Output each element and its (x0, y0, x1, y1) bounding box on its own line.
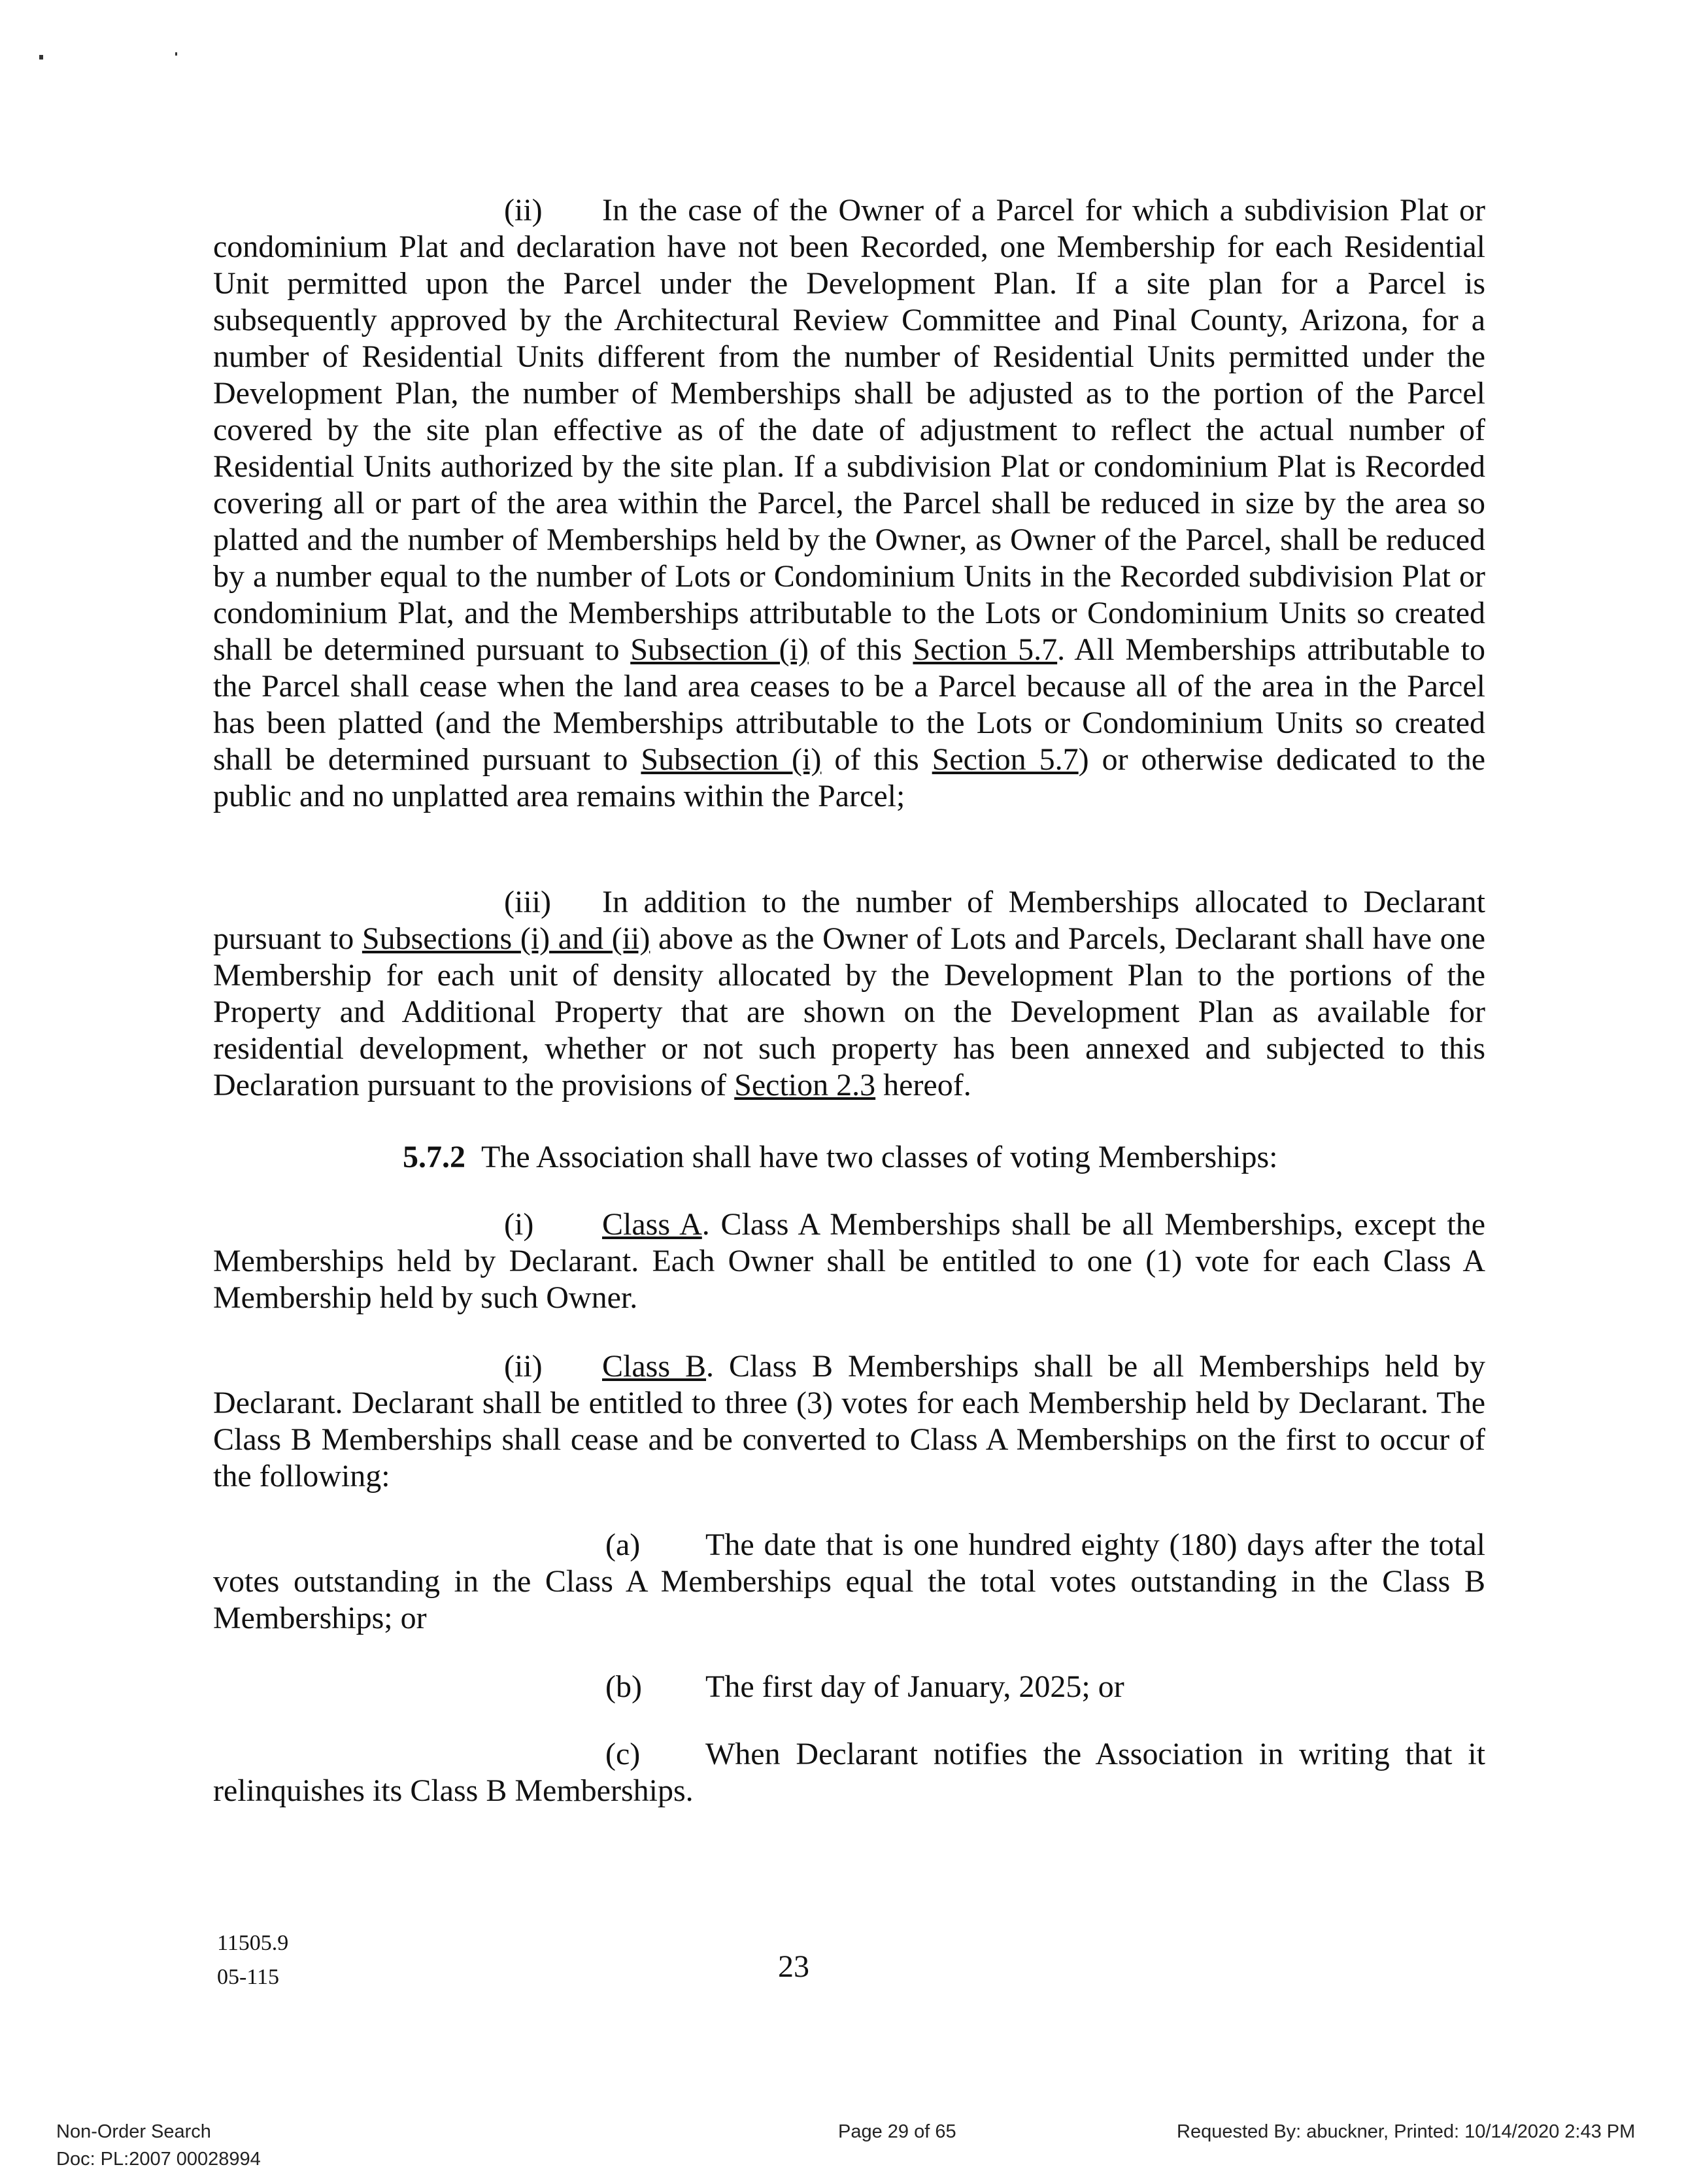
paragraph-number: (iii) (504, 885, 551, 919)
requested-by-label: Requested By: abuckner, Printed: 10/14/2020 2:43 PM (1177, 2121, 1636, 2142)
paragraph-number: (ii) (504, 1349, 543, 1384)
scan-mark (39, 55, 43, 60)
section-text: The Association shall have two classes of voting Memberships: (481, 1140, 1278, 1174)
cross-reference: Subsections (i) and (ii) (362, 921, 650, 956)
paragraph-number: (ii) (504, 193, 543, 228)
cross-reference: Section 5.7 (932, 742, 1079, 777)
paragraph-iii (213, 884, 1485, 1104)
item-text: The first day of January, 2025; or (705, 1669, 1124, 1704)
cross-reference: Subsection (i) (630, 632, 809, 667)
item-text: The date that is one hundred eighty (180) days after the total votes outstanding in the Class A Memberships equal the total votes outstanding in the Class B Memberships; or (213, 1527, 1485, 1635)
paragraph-text: hereof. (883, 1068, 971, 1102)
paragraph-number: (i) (504, 1207, 534, 1242)
paragraph-text: . Class B Memberships shall be all Memberships held by Declarant. Declarant shall be entitled to three (3) votes for each Membership held by Declarant. The Class B Memberships shall cease and be converted to Class A Memberships on the first to occur of the following: (213, 1349, 1486, 1493)
paragraph-text: of this (819, 632, 902, 667)
paragraph-class-a (213, 1206, 1485, 1316)
paragraph-class-b (213, 1348, 1485, 1495)
item-number: (a) (605, 1527, 641, 1562)
paragraph-text: ) or otherwise dedicated to the public and no unplatted area remains within the Parcel; (213, 742, 1485, 813)
cross-reference: Section 5.7 (913, 632, 1058, 667)
paragraph-text: . Class A Memberships shall be all Memberships, except the Memberships held by Declarant. Each Owner shall be entitled to one (1) vote for each Class A Membership held by such Owner. (213, 1207, 1485, 1315)
class-label: Class A (602, 1207, 702, 1242)
paragraph-ii (213, 192, 1485, 815)
search-type-label: Non-Order Search (56, 2121, 211, 2142)
page-number: 23 (778, 1949, 809, 1984)
class-label: Class B (602, 1349, 707, 1384)
section-heading (213, 1139, 1485, 1176)
cross-reference: Section 2.3 (734, 1068, 876, 1102)
item-text: When Declarant notifies the Association in writing that it relinquishes its Class B Memberships. (213, 1737, 1485, 1808)
paragraph-text: In the case of the Owner of a Parcel for which a subdivision Plat or condominium Plat and declaration have not been Recorded, one Membership for each Residential Unit permitted upon the Parcel under the Development Plan. If a site plan for a Parcel is subsequently approved by the Architectural Review Committee and Pinal County, Arizona, for a number of Residential Units different from the number of Residential Units permitted under the Development Plan, the number of Memberships shall be adjusted as to the portion of the Parcel covered by the site plan effective as of the date of adjustment to reflect the actual number of Residential Units authorized by the site plan. If a subdivision Plat or condominium Plat is Recorded covering all or part of the area within the Parcel, the Parcel shall be reduced in size by the area so platted and the number of Memberships held by the Owner, as Owner of the Parcel, shall be reduced by a number equal to the number of Lots or Condominium Units in the Recorded subdivision Plat or condominium Plat, and the Memberships attributable to the Lots or Condominium Units so created shall be determined pursuant to (213, 193, 1485, 667)
page-count-label: Page 29 of 65 (838, 2121, 956, 2142)
item-number: (b) (605, 1669, 642, 1704)
document-code: 11505.9 (217, 1931, 289, 1955)
scan-mark (175, 52, 177, 56)
item-c (213, 1736, 1485, 1809)
item-number: (c) (605, 1737, 641, 1771)
paragraph-text: above as the Owner of Lots and Parcels, Declarant shall have one Membership for each unit of density allocated by the Development Plan to the portions of the Property and Additional Property that are shown on the Development Plan as available for residential development, whether or not such property has been annexed and subjected to this Declaration pursuant to the provisions of (213, 921, 1485, 1102)
section-number: 5.7.2 (403, 1140, 465, 1174)
item-b (213, 1669, 1485, 1705)
paragraph-text: . All Memberships attributable to the Parcel shall cease when the land area ceases to be a Parcel because all of the area in the Parcel has been platted (and the Memberships attributable to the Lots or Condominium Units so created shall be determined pursuant to (213, 632, 1485, 777)
document-code: 05-115 (217, 1965, 280, 1989)
doc-id-label: Doc: PL:2007 00028994 (56, 2149, 261, 2170)
cross-reference: Subsection (i) (641, 742, 822, 777)
paragraph-text: In addition to the number of Memberships allocated to Declarant pursuant to (213, 885, 1485, 956)
item-a (213, 1527, 1485, 1637)
paragraph-text: of this (834, 742, 919, 777)
